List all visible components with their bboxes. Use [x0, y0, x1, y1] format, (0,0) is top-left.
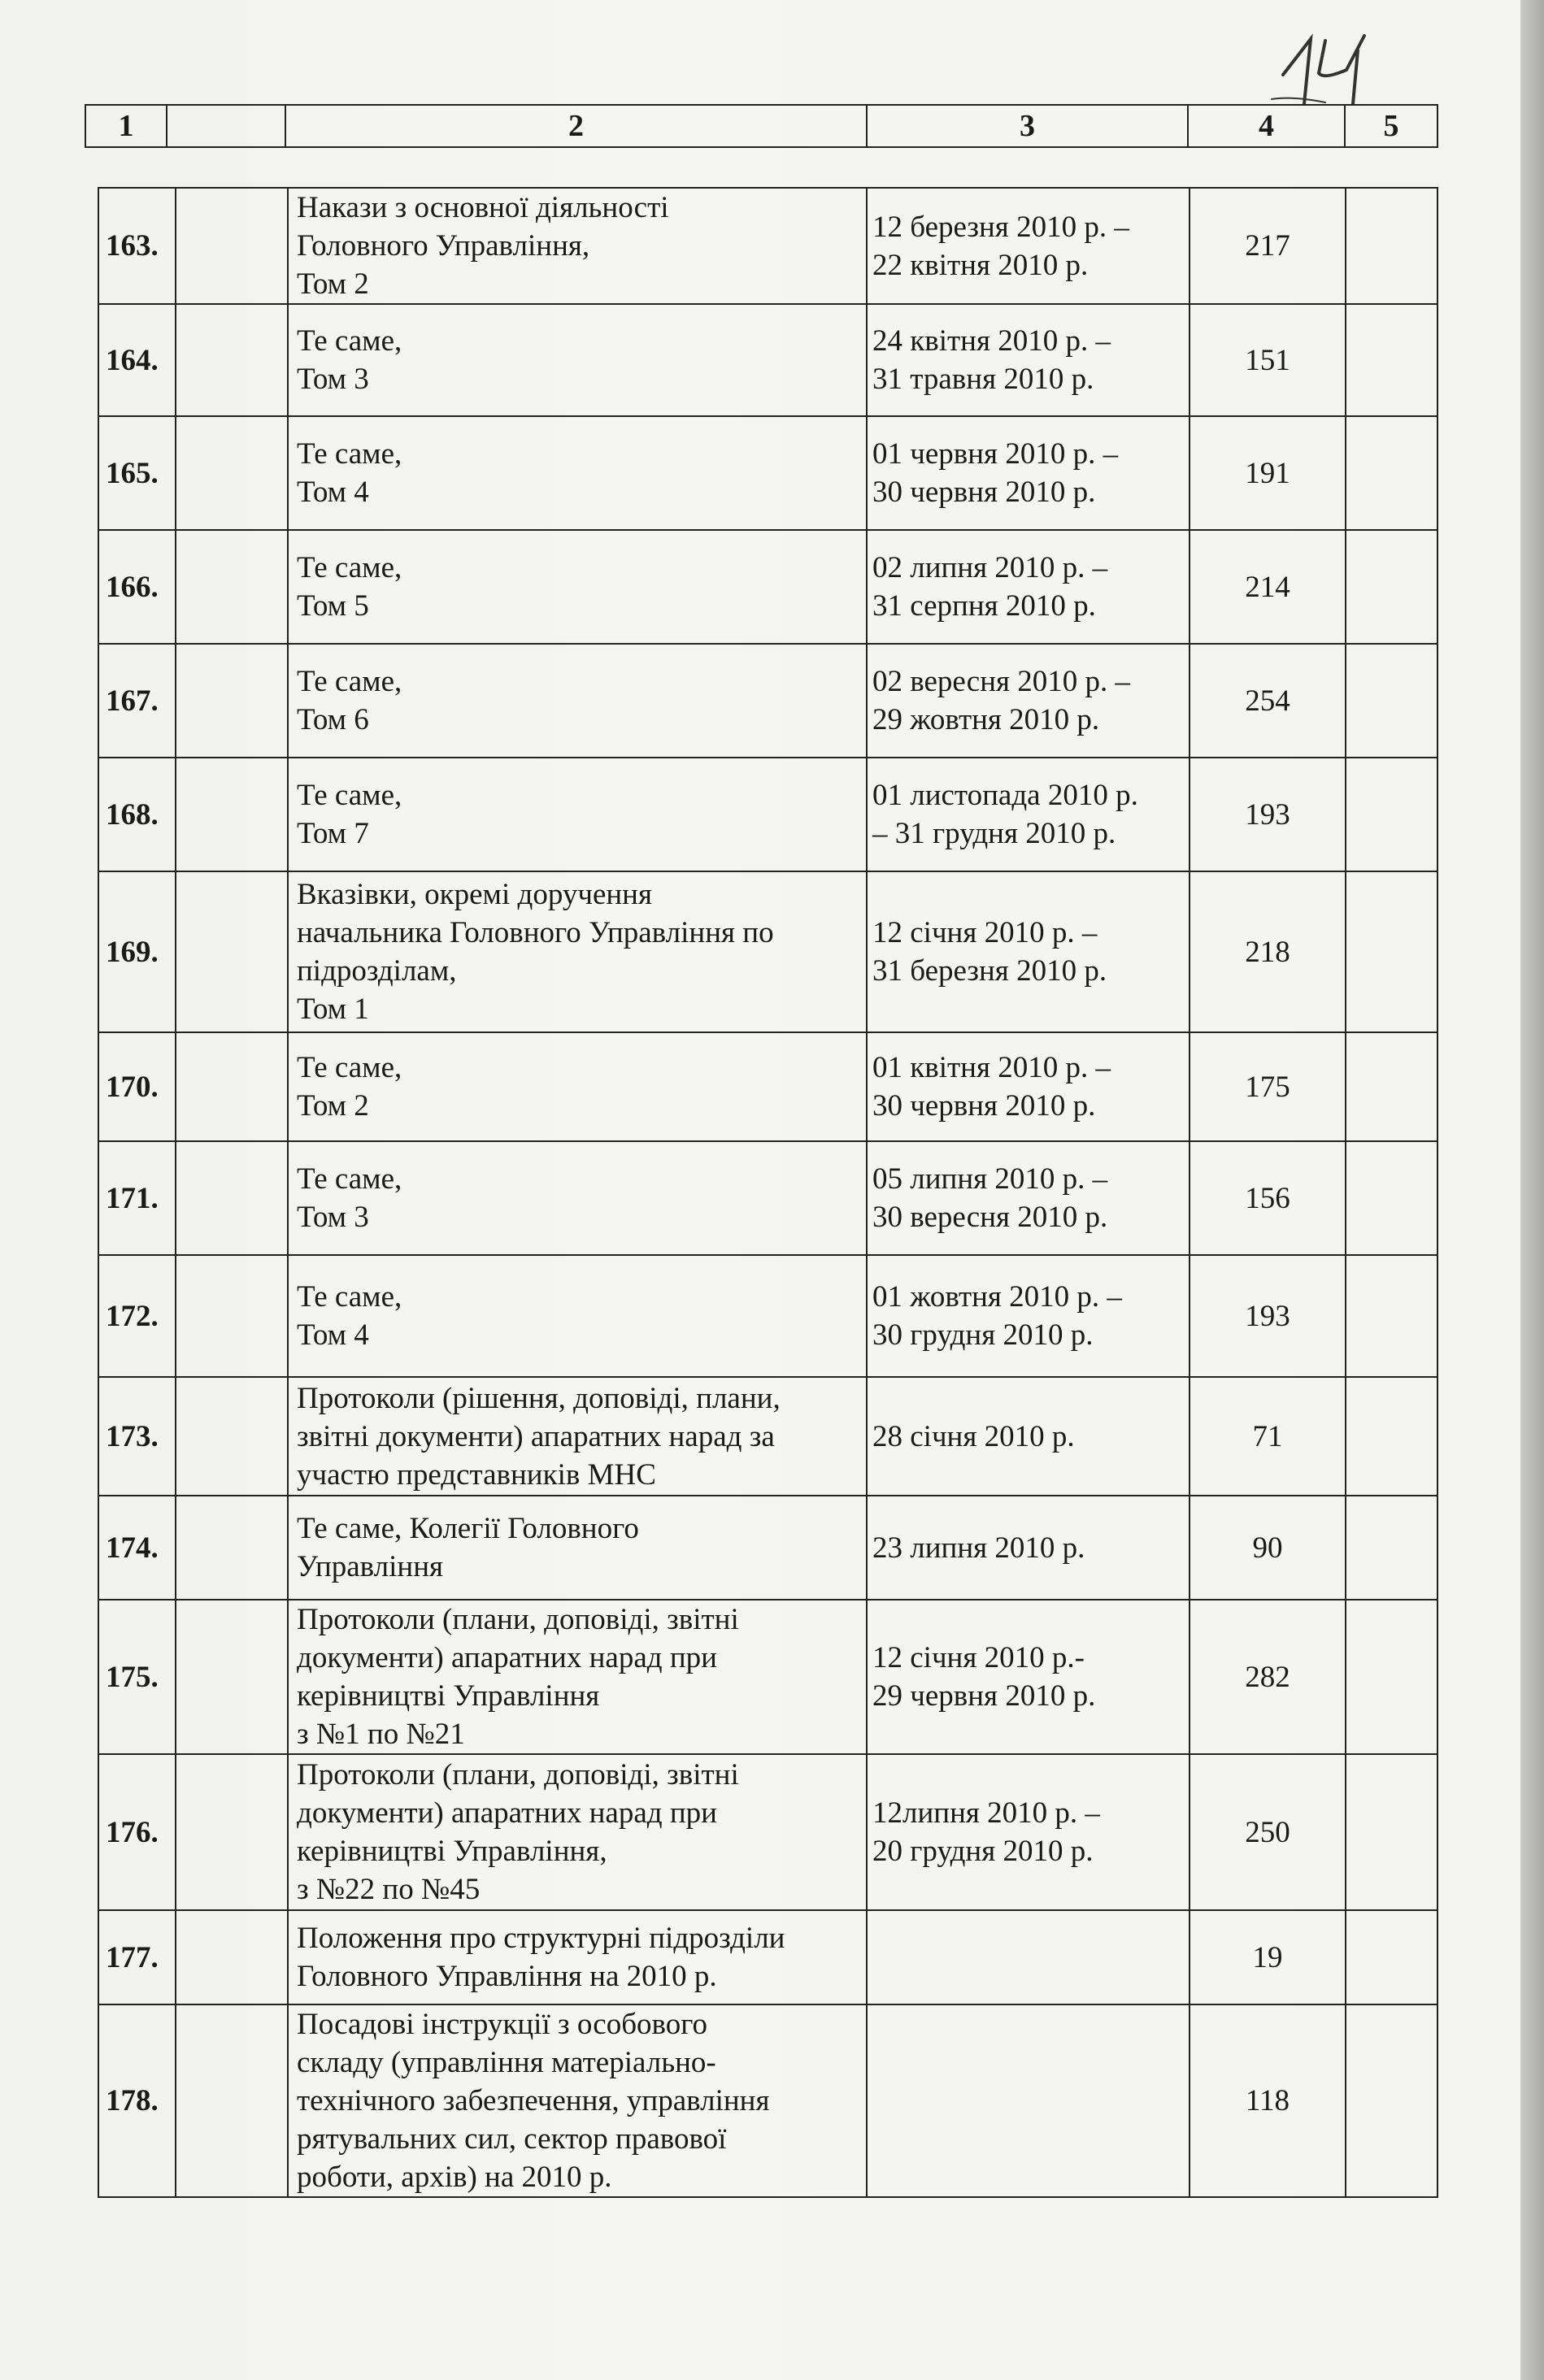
- file-title-cell: [288, 1255, 867, 1377]
- date-line: 01 квітня 2010 р. –: [872, 1051, 1111, 1084]
- row-number: 177.: [98, 1910, 176, 2004]
- title-line: Управління: [297, 1550, 444, 1583]
- title-line: роботи, архів) на 2010 р.: [297, 2161, 612, 2194]
- file-title-cell: [288, 1910, 867, 2004]
- notes-cell: [1346, 758, 1437, 871]
- title-line: участю представників МНС: [297, 1457, 656, 1492]
- column-header-table: [85, 104, 1438, 148]
- title-line: з №22 по №45: [297, 1873, 481, 1906]
- file-title-cell: [288, 1754, 867, 1910]
- file-title-cell: [288, 2004, 867, 2197]
- row-number: 170.: [98, 1032, 176, 1141]
- table-row: [98, 2004, 1437, 2197]
- title-line: документи) апаратних нарад при: [297, 1641, 717, 1674]
- date-line: 30 червня 2010 р.: [872, 1089, 1096, 1123]
- row-number: 172.: [98, 1255, 176, 1377]
- row-number: 167.: [98, 644, 176, 758]
- sheet-count-cell: 90: [1190, 1496, 1346, 1600]
- title-line: Те саме,: [297, 1051, 402, 1084]
- title-line: Те саме,: [297, 665, 402, 698]
- title-line: Протоколи (рішення, доповіді, плани,: [297, 1381, 781, 1415]
- notes-cell: [1346, 1032, 1437, 1141]
- row-number: 163.: [98, 188, 176, 304]
- sheet-count-cell: 218: [1190, 871, 1346, 1032]
- table-row: [98, 758, 1437, 871]
- notes-cell: [1346, 2004, 1437, 2197]
- title-line: Те саме,: [297, 324, 402, 358]
- date-line: 02 липня 2010 р. –: [872, 551, 1108, 584]
- index-cell: [176, 758, 288, 871]
- notes-cell: [1346, 1496, 1437, 1600]
- index-cell: [176, 1496, 288, 1600]
- title-line: складу (управління матеріально-: [297, 2046, 716, 2079]
- date-line: 05 липня 2010 р. –: [872, 1162, 1108, 1196]
- file-title-cell: [288, 416, 867, 530]
- table-row: [98, 1600, 1437, 1754]
- date-range-cell: [867, 1496, 1190, 1600]
- title-line: керівництві Управління: [297, 1679, 600, 1713]
- notes-cell: [1346, 1377, 1437, 1496]
- row-number: 176.: [98, 1754, 176, 1910]
- sheet-count-cell: 71: [1190, 1377, 1346, 1496]
- notes-cell: [1346, 644, 1437, 758]
- index-cell: [176, 871, 288, 1032]
- table-row: [98, 644, 1437, 758]
- date-line: 01 листопада 2010 р.: [872, 779, 1138, 812]
- file-title-cell: [288, 1032, 867, 1141]
- file-title-cell: [288, 1141, 867, 1255]
- date-line: 12липня 2010 р. –: [872, 1796, 1100, 1830]
- table-row: [98, 1032, 1437, 1141]
- notes-cell: [1346, 871, 1437, 1032]
- table-row: [98, 1141, 1437, 1255]
- header-col-1: 1: [85, 105, 167, 147]
- row-number: 173.: [98, 1377, 176, 1496]
- date-line: 29 жовтня 2010 р.: [872, 703, 1100, 736]
- date-range-cell: [867, 758, 1190, 871]
- header-col-2: 2: [285, 105, 867, 147]
- date-line: 30 червня 2010 р.: [872, 476, 1096, 509]
- index-cell: [176, 188, 288, 304]
- title-line: Вказівки, окремі доручення: [297, 878, 652, 911]
- row-number: 166.: [98, 530, 176, 644]
- title-line: Том 6: [297, 703, 369, 736]
- table-row: [98, 1754, 1437, 1910]
- file-title-cell: [288, 304, 867, 416]
- table-row: [98, 1377, 1437, 1496]
- date-line: – 31 грудня 2010 р.: [872, 817, 1116, 850]
- scan-edge: [1520, 0, 1544, 2380]
- file-title-cell: [288, 1496, 867, 1600]
- row-number: 164.: [98, 304, 176, 416]
- row-number: 178.: [98, 2004, 176, 2197]
- table-row: [98, 1910, 1437, 2004]
- date-range-cell: [867, 2004, 1190, 2197]
- header-col-5: 5: [1345, 105, 1437, 147]
- notes-cell: [1346, 1141, 1437, 1255]
- sheet-count-cell: 193: [1190, 1255, 1346, 1377]
- notes-cell: [1346, 1910, 1437, 2004]
- file-title-cell: [288, 758, 867, 871]
- title-line: Те саме,: [297, 1162, 402, 1196]
- index-cell: [176, 2004, 288, 2197]
- sheet-count-cell: 19: [1190, 1910, 1346, 2004]
- index-cell: [176, 1910, 288, 2004]
- date-range-cell: [867, 416, 1190, 530]
- notes-cell: [1346, 416, 1437, 530]
- title-line: Том 4: [297, 476, 369, 509]
- sheet-count-cell: 118: [1190, 2004, 1346, 2197]
- date-line: 29 червня 2010 р.: [872, 1679, 1096, 1713]
- sheet-count-cell: 254: [1190, 644, 1346, 758]
- title-line: Том 7: [297, 817, 369, 850]
- sheet-count-cell: 282: [1190, 1600, 1346, 1754]
- table-row: [98, 530, 1437, 644]
- date-range-cell: [867, 304, 1190, 416]
- title-line: Протоколи (плани, доповіді, звітні: [297, 1758, 739, 1792]
- date-range-cell: [867, 1255, 1190, 1377]
- index-cell: [176, 530, 288, 644]
- table-row: [98, 1255, 1437, 1377]
- date-range-cell: [867, 530, 1190, 644]
- title-line: Том 4: [297, 1318, 369, 1352]
- title-line: Головного Управління на 2010 р.: [297, 1960, 717, 1993]
- date-line: 02 вересня 2010 р. –: [872, 665, 1131, 698]
- title-line: підрозділам,: [297, 954, 457, 988]
- index-cell: [176, 1141, 288, 1255]
- row-number: 175.: [98, 1600, 176, 1754]
- date-range-cell: [867, 188, 1190, 304]
- date-range-cell: [867, 1377, 1190, 1496]
- file-title-cell: [288, 530, 867, 644]
- title-line: звітні документи) апаратних нарад за: [297, 1419, 775, 1453]
- sheet-count-cell: 191: [1190, 416, 1346, 530]
- row-number: 171.: [98, 1141, 176, 1255]
- date-range-cell: [867, 1032, 1190, 1141]
- file-title-cell: [288, 1377, 867, 1496]
- title-line: Том 1: [297, 992, 369, 1026]
- date-range-cell: [867, 1910, 1190, 2004]
- file-title-cell: [288, 1600, 867, 1754]
- notes-cell: [1346, 1754, 1437, 1910]
- file-title-cell: [288, 644, 867, 758]
- title-line: рятувальних сил, сектор правової: [297, 2122, 727, 2156]
- date-line: 01 жовтня 2010 р. –: [872, 1280, 1122, 1314]
- notes-cell: [1346, 304, 1437, 416]
- title-line: Том 3: [297, 363, 369, 396]
- file-title-cell: [288, 188, 867, 304]
- title-line: Головного Управління,: [297, 229, 590, 263]
- file-title-cell: [288, 871, 867, 1032]
- title-line: Том 2: [297, 267, 369, 301]
- table-row: [98, 304, 1437, 416]
- table-row: [98, 416, 1437, 530]
- sheet-count-cell: 214: [1190, 530, 1346, 644]
- title-line: Том 5: [297, 589, 369, 623]
- sheet-count-cell: 156: [1190, 1141, 1346, 1255]
- date-range-cell: [867, 1141, 1190, 1255]
- row-number: 168.: [98, 758, 176, 871]
- date-range-cell: [867, 1600, 1190, 1754]
- index-cell: [176, 1600, 288, 1754]
- date-line: 12 січня 2010 р.-: [872, 1641, 1085, 1674]
- index-cell: [176, 644, 288, 758]
- date-line: 31 серпня 2010 р.: [872, 589, 1096, 623]
- date-range-cell: [867, 1754, 1190, 1910]
- sheet-count-cell: 193: [1190, 758, 1346, 871]
- row-number: 169.: [98, 871, 176, 1032]
- table-row: [98, 871, 1437, 1032]
- title-line: Посадові інструкції з особового: [297, 2008, 707, 2041]
- row-number: 165.: [98, 416, 176, 530]
- handwritten-number-drawing: [1268, 24, 1382, 114]
- title-line: Те саме,: [297, 551, 402, 584]
- date-line: 22 квітня 2010 р.: [872, 248, 1089, 282]
- header-col-4: 4: [1188, 105, 1345, 147]
- index-cell: [176, 1754, 288, 1910]
- inventory-table: [98, 187, 1438, 2198]
- header-col-3: 3: [867, 105, 1188, 147]
- title-line: Том 2: [297, 1089, 369, 1123]
- title-line: з №1 по №21: [297, 1718, 465, 1751]
- date-line: 31 травня 2010 р.: [872, 363, 1094, 396]
- date-line: 23 липня 2010 р.: [872, 1531, 1085, 1565]
- notes-cell: [1346, 188, 1437, 304]
- title-line: Те саме,: [297, 437, 402, 471]
- title-line: Те саме,: [297, 1280, 402, 1314]
- index-cell: [176, 1377, 288, 1496]
- date-line: 30 грудня 2010 р.: [872, 1318, 1094, 1352]
- index-cell: [176, 416, 288, 530]
- title-line: Те саме,: [297, 779, 402, 812]
- date-line: 31 березня 2010 р.: [872, 954, 1107, 988]
- handwritten-page-number: [1268, 24, 1382, 114]
- sheet-count-cell: 250: [1190, 1754, 1346, 1910]
- index-cell: [176, 1032, 288, 1141]
- notes-cell: [1346, 1255, 1437, 1377]
- index-cell: [176, 304, 288, 416]
- date-line: 12 березня 2010 р. –: [872, 210, 1129, 244]
- sheet-count-cell: 151: [1190, 304, 1346, 416]
- notes-cell: [1346, 1600, 1437, 1754]
- date-line: 20 грудня 2010 р.: [872, 1835, 1094, 1868]
- title-line: технічного забезпечення, управління: [297, 2084, 770, 2117]
- date-line: 30 вересня 2010 р.: [872, 1201, 1108, 1234]
- row-number: 174.: [98, 1496, 176, 1600]
- title-line: керівництві Управління,: [297, 1835, 607, 1868]
- table-row: [98, 1496, 1437, 1600]
- title-line: документи) апаратних нарад при: [297, 1796, 717, 1830]
- sheet-count-cell: 217: [1190, 188, 1346, 304]
- index-cell: [176, 1255, 288, 1377]
- date-line: 28 січня 2010 р.: [872, 1419, 1075, 1453]
- notes-cell: [1346, 530, 1437, 644]
- date-line: 12 січня 2010 р. –: [872, 916, 1098, 949]
- title-line: Те саме, Колегії Головного: [297, 1512, 639, 1545]
- title-line: начальника Головного Управління по: [297, 916, 774, 949]
- sheet-count-cell: 175: [1190, 1032, 1346, 1141]
- date-line: 01 червня 2010 р. –: [872, 437, 1119, 471]
- title-line: Протоколи (плани, доповіді, звітні: [297, 1603, 739, 1636]
- title-line: Положення про структурні підрозділи: [297, 1922, 785, 1955]
- title-line: Том 3: [297, 1201, 369, 1234]
- table-row: [98, 188, 1437, 304]
- date-line: 24 квітня 2010 р. –: [872, 324, 1111, 358]
- header-col-blank: [167, 105, 285, 147]
- title-line: Накази з основної діяльності: [297, 191, 669, 224]
- date-range-cell: [867, 644, 1190, 758]
- date-range-cell: [867, 871, 1190, 1032]
